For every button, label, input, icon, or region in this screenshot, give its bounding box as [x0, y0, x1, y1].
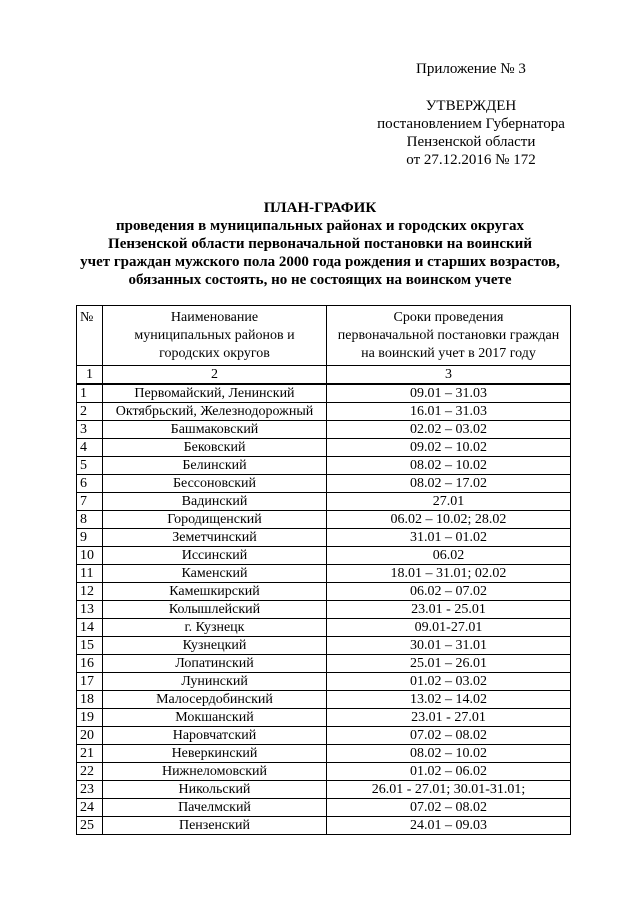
- approval-line-3: Пензенской области: [406, 134, 536, 150]
- table-row: [77, 529, 571, 547]
- row-number: 23: [77, 781, 103, 799]
- row-district-name: Бессоновский: [103, 475, 327, 493]
- header-name-line-1: Наименование: [170, 310, 259, 325]
- table-row: [77, 637, 571, 655]
- row-number: 14: [77, 619, 103, 637]
- column-index-row: [77, 366, 571, 385]
- header-dates-line-1: Сроки проведения: [393, 310, 504, 325]
- row-number: 3: [77, 421, 103, 439]
- row-dates: 06.02 – 10.02; 28.02: [327, 511, 571, 529]
- row-dates: 06.02 – 07.02: [327, 583, 571, 601]
- row-dates: 01.02 – 03.02: [327, 673, 571, 691]
- table-row: [77, 727, 571, 745]
- row-dates: 09.01 – 31.03: [327, 384, 571, 403]
- row-number: 12: [77, 583, 103, 601]
- approval-line-1: УТВЕРЖДЕН: [425, 98, 517, 114]
- row-dates: 18.01 – 31.01; 02.02: [327, 565, 571, 583]
- row-district-name: Лопатинский: [103, 655, 327, 673]
- row-dates: 07.02 – 08.02: [327, 727, 571, 745]
- row-district-name: Иссинский: [103, 547, 327, 565]
- row-dates: 08.02 – 10.02: [327, 745, 571, 763]
- row-dates: 06.02: [327, 547, 571, 565]
- title-line-2: проведения в муниципальных районах и городских округах: [116, 218, 524, 234]
- row-district-name: Малосердобинский: [103, 691, 327, 709]
- appendix-label: Приложение № 3: [416, 61, 526, 77]
- table-row: [77, 673, 571, 691]
- row-district-name: Пензенский: [103, 817, 327, 835]
- approval-line-2: постановлением Губернатора: [377, 116, 565, 132]
- row-district-name: Никольский: [103, 781, 327, 799]
- row-dates: 16.01 – 31.03: [327, 403, 571, 421]
- table-row: [77, 583, 571, 601]
- row-district-name: Неверкинский: [103, 745, 327, 763]
- row-dates: 01.02 – 06.02: [327, 763, 571, 781]
- row-dates: 31.01 – 01.02: [327, 529, 571, 547]
- row-district-name: Городищенский: [103, 511, 327, 529]
- row-district-name: Башмаковский: [103, 421, 327, 439]
- row-number: 2: [77, 403, 103, 421]
- table-body: [77, 366, 571, 835]
- row-number: 17: [77, 673, 103, 691]
- row-number: 21: [77, 745, 103, 763]
- row-number: 24: [77, 799, 103, 817]
- header-name-line-2: муниципальных районов и: [134, 328, 295, 343]
- row-dates: 24.01 – 09.03: [327, 817, 571, 835]
- document-title: [60, 199, 580, 289]
- row-number: 10: [77, 547, 103, 565]
- row-number: 15: [77, 637, 103, 655]
- table-row: [77, 384, 571, 403]
- row-dates: 02.02 – 03.02: [327, 421, 571, 439]
- column-index-2: 2: [103, 366, 327, 385]
- row-number: 1: [77, 384, 103, 403]
- row-dates: 08.02 – 17.02: [327, 475, 571, 493]
- row-district-name: г. Кузнецк: [103, 619, 327, 637]
- row-district-name: Кузнецкий: [103, 637, 327, 655]
- table-row: [77, 745, 571, 763]
- table-row: [77, 817, 571, 835]
- row-district-name: Колышлейский: [103, 601, 327, 619]
- row-dates: 23.01 - 27.01: [327, 709, 571, 727]
- table-row: [77, 511, 571, 529]
- table-row: [77, 403, 571, 421]
- title-line-5: обязанных состоять, но не состоящих на воинском учете: [128, 272, 512, 288]
- row-district-name: Белинский: [103, 457, 327, 475]
- header-dates-line-2: первоначальной постановки граждан: [337, 328, 560, 343]
- row-district-name: Земетчинский: [103, 529, 327, 547]
- table-header-row: [77, 306, 571, 366]
- table-row: [77, 565, 571, 583]
- approval-line-4: от 27.12.2016 № 172: [406, 152, 536, 168]
- row-district-name: Лунинский: [103, 673, 327, 691]
- title-line-3: Пензенской области первоначальной постановки на воинский: [108, 236, 532, 252]
- row-district-name: Вадинский: [103, 493, 327, 511]
- table-row: [77, 691, 571, 709]
- table-row: [77, 439, 571, 457]
- row-number: 25: [77, 817, 103, 835]
- row-district-name: Мокшанский: [103, 709, 327, 727]
- row-number: 7: [77, 493, 103, 511]
- table-row: [77, 457, 571, 475]
- row-dates: 26.01 - 27.01; 30.01-31.01;: [327, 781, 571, 799]
- table-row: [77, 655, 571, 673]
- table-row: [77, 475, 571, 493]
- row-district-name: Наровчатский: [103, 727, 327, 745]
- row-number: 8: [77, 511, 103, 529]
- row-district-name: Пачелмский: [103, 799, 327, 817]
- row-dates: 30.01 – 31.01: [327, 637, 571, 655]
- column-index-1: 1: [77, 366, 103, 385]
- schedule-table: [76, 305, 571, 835]
- row-dates: 09.02 – 10.02: [327, 439, 571, 457]
- table-row: [77, 619, 571, 637]
- table-row: [77, 493, 571, 511]
- table-row: [77, 763, 571, 781]
- header-district-name: [103, 306, 327, 366]
- table-row: [77, 709, 571, 727]
- title-line-4: учет граждан мужского пола 2000 года рождения и старших возрастов,: [80, 254, 560, 270]
- row-dates: 27.01: [327, 493, 571, 511]
- table-row: [77, 781, 571, 799]
- row-number: 19: [77, 709, 103, 727]
- row-dates: 23.01 - 25.01: [327, 601, 571, 619]
- row-dates: 13.02 – 14.02: [327, 691, 571, 709]
- table-row: [77, 547, 571, 565]
- row-number: 9: [77, 529, 103, 547]
- row-number: 16: [77, 655, 103, 673]
- header-dates-line-3: на воинский учет в 2017 году: [361, 346, 536, 361]
- title-line-1: ПЛАН-ГРАФИК: [263, 200, 377, 216]
- row-number: 11: [77, 565, 103, 583]
- row-number: 5: [77, 457, 103, 475]
- row-district-name: Первомайский, Ленинский: [103, 384, 327, 403]
- table-row: [77, 799, 571, 817]
- row-number: 18: [77, 691, 103, 709]
- column-index-3: 3: [327, 366, 571, 385]
- row-number: 13: [77, 601, 103, 619]
- table-row: [77, 421, 571, 439]
- row-number: 22: [77, 763, 103, 781]
- header-number: №: [77, 306, 103, 366]
- row-number: 6: [77, 475, 103, 493]
- row-district-name: Каменский: [103, 565, 327, 583]
- table-row: [77, 601, 571, 619]
- approval-block: [366, 97, 576, 169]
- row-dates: 08.02 – 10.02: [327, 457, 571, 475]
- row-dates: 09.01-27.01: [327, 619, 571, 637]
- row-dates: 25.01 – 26.01: [327, 655, 571, 673]
- row-number: 20: [77, 727, 103, 745]
- row-dates: 07.02 – 08.02: [327, 799, 571, 817]
- row-district-name: Октябрьский, Железнодорожный: [103, 403, 327, 421]
- row-district-name: Нижнеломовский: [103, 763, 327, 781]
- row-district-name: Камешкирский: [103, 583, 327, 601]
- header-name-line-3: городских округов: [159, 346, 270, 361]
- header-dates: [327, 306, 571, 366]
- row-number: 4: [77, 439, 103, 457]
- row-district-name: Бековский: [103, 439, 327, 457]
